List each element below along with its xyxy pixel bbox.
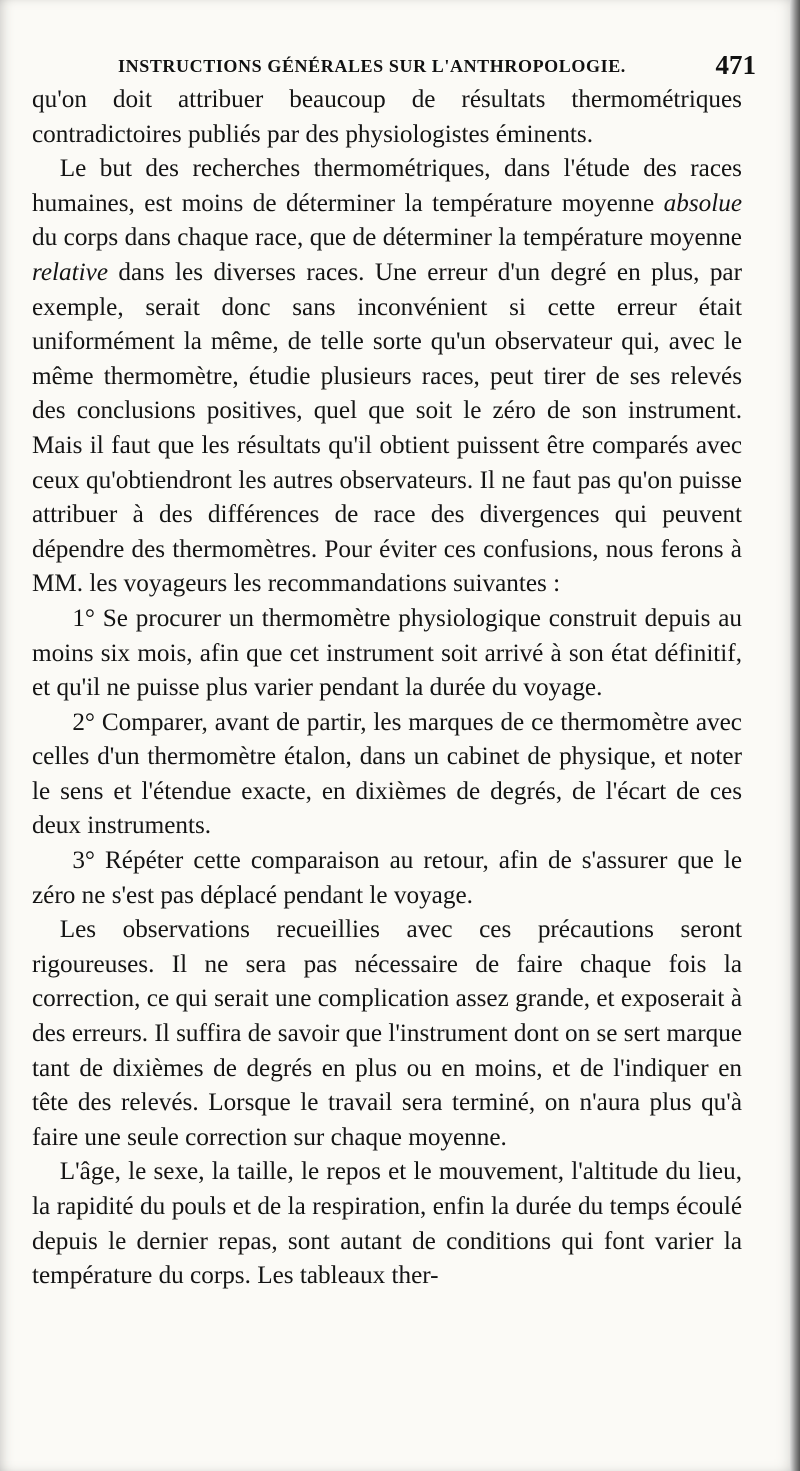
page-header	[118, 52, 758, 82]
page-number: 471	[715, 50, 756, 80]
paragraph-text-segment: dans les diverses races. Une erreur d'un degré en plus, par exemple, serait donc sans inconvénient si cette erreur était uniformément la même, de telle sorte qu'un observateur qui, avec le même thermomètre, étudie plusieurs races, peut tirer de ses relevés des conclusions positives, quel que soit le zéro de son instrument. Mais il faut que les résultats qu'il obtient puissent être comparés avec ceux qu'obtiendront les autres observateurs. Il ne faut pas qu'on puisse attribuer à des différences de race des divergences qui peuvent dépendre des thermomètres. Pour éviter ces confusions, nous ferons à MM. les voyageurs les recommandations suivantes :	[32, 258, 742, 598]
paragraph-text-segment: Le but des recherches thermométriques, dans l'étude des races humaines, est moins de déterminer la température moyenne	[32, 155, 742, 217]
recommendation-item-3: 3° Répéter cette comparaison au retour, afin de s'assurer que le zéro ne s'est pas déplacé pendant le voyage.	[32, 847, 742, 909]
emphasis-absolue: absolue	[663, 189, 742, 217]
running-title: INSTRUCTIONS GÉNÉRALES SUR L'ANTHROPOLOGIE.	[118, 56, 626, 76]
paragraph-text-segment: du corps dans chaque race, que de déterminer la température moyenne	[32, 224, 742, 252]
recommendation-item-2: 2° Comparer, avant de partir, les marques de ce thermomètre avec celles d'un thermomètre étalon, dans un cabinet de physique, et noter le sens et l'étendue exacte, en dixièmes de degrés, de l'écart de ces deux instruments.	[32, 708, 742, 840]
recommendation-item-1: 1° Se procurer un thermomètre physiologique construit depuis au moins six mois, afin que cet instrument soit arrivé à son état définitif, et qu'il ne puisse plus varier pendant la durée du voyage.	[32, 604, 742, 702]
page-edge-shadow	[790, 0, 800, 1471]
emphasis-relative: relative	[32, 258, 108, 286]
paragraph-continuation: qu'on doit attribuer beaucoup de résultats thermométriques contradictoires publiés par des physiologistes éminents.	[32, 86, 742, 148]
body-text	[32, 83, 742, 1294]
paragraph-observations: Les observations recueillies avec ces précautions seront rigoureuses. Il ne sera pas nécessaire de faire chaque fois la correction, ce qui serait une complication assez grande, et exposerait à des erreurs. Il suffira de savoir que l'instrument dont on se sert marque tant de dixièmes de degrés en plus ou en moins, et de l'indiquer en tête des relevés. Lorsque le travail sera terminé, on n'aura plus qu'à faire une seule correction sur chaque moyenne.	[32, 916, 742, 1151]
paragraph-thermometric-research	[32, 152, 742, 602]
paragraph-conditions: L'âge, le sexe, la taille, le repos et le mouvement, l'altitude du lieu, la rapidité du pouls et de la respiration, enfin la durée du temps écoulé depuis le dernier repas, sont autant de conditions qui font varier la température du corps. Les tableaux ther-	[32, 1158, 742, 1290]
